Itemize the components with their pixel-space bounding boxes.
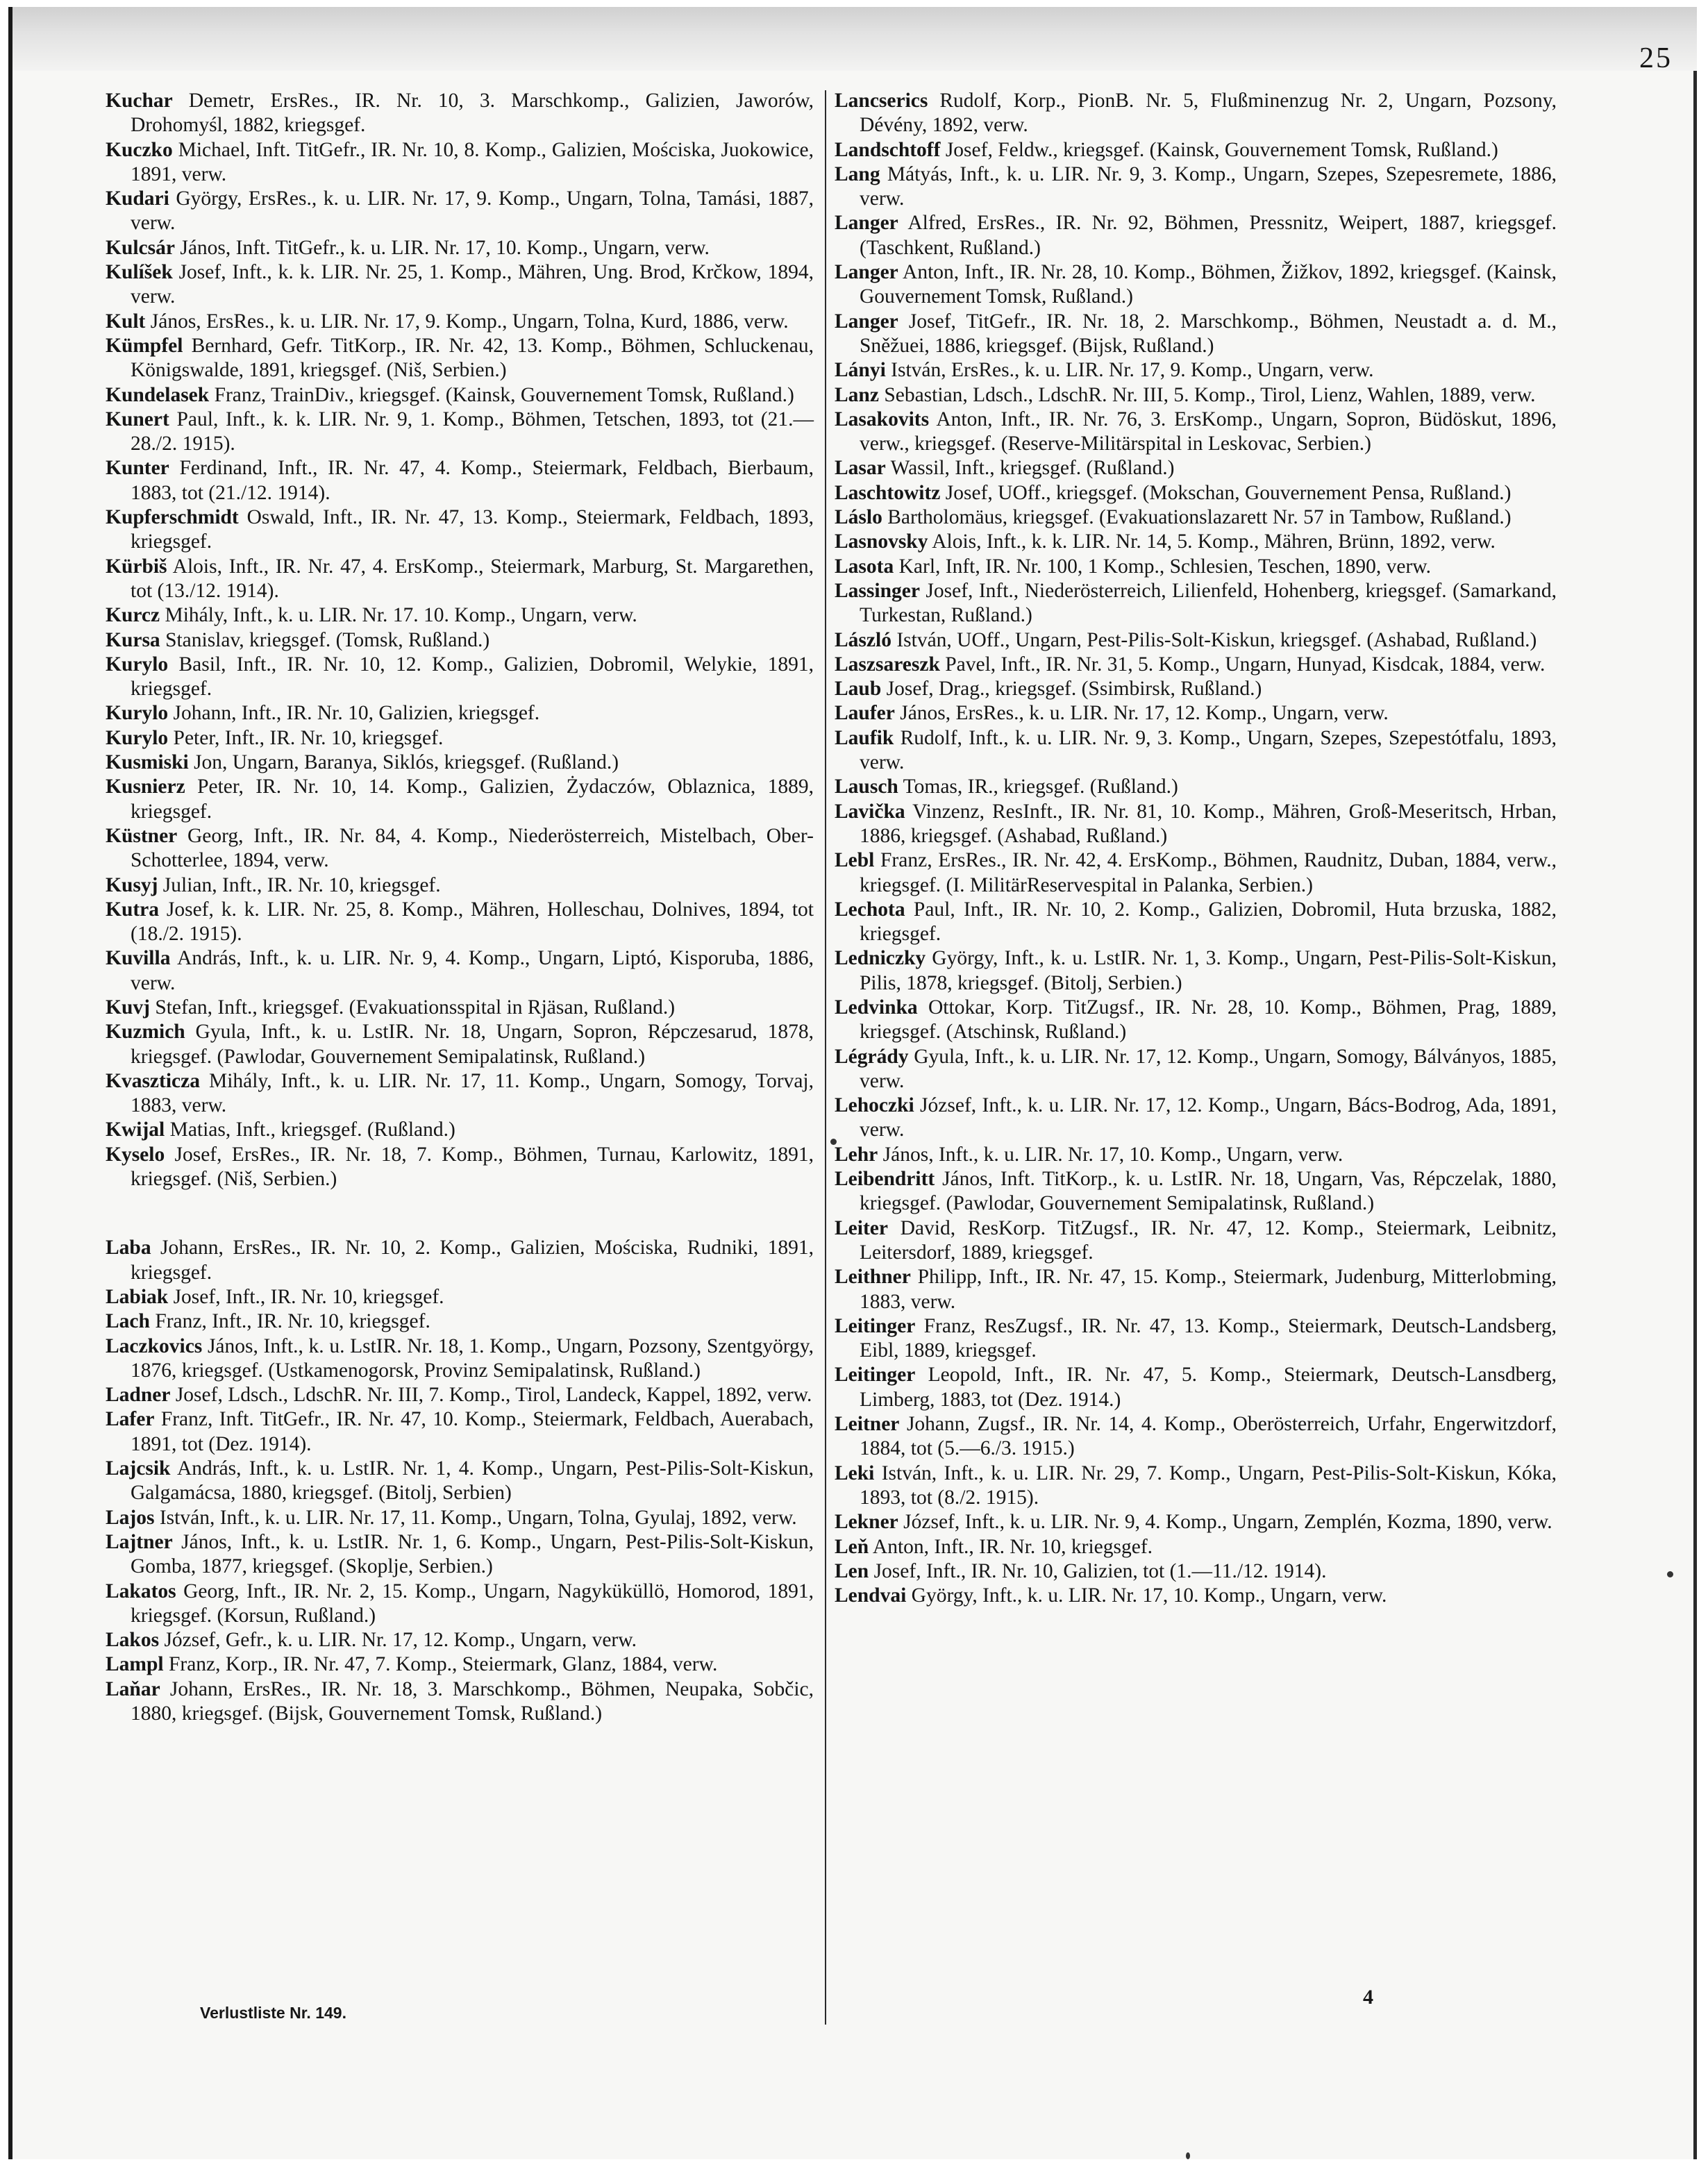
casualty-entry — [835, 848, 1557, 898]
surname: Kurylo — [106, 726, 169, 749]
surname: Leitinger — [835, 1314, 916, 1337]
casualty-entry — [106, 603, 814, 628]
entry-details: Karl, Inft, IR. Nr. 100, 1 Komp., Schlesien, Teschen, 1890, verw. — [894, 555, 1432, 578]
surname: Lausch — [835, 776, 898, 798]
casualty-entry — [835, 481, 1557, 505]
casualty-entry — [106, 726, 814, 751]
casualty-entry — [106, 1580, 814, 1629]
surname: Légrády — [835, 1045, 909, 1068]
entry-details: Wassil, Inft., kriegsgef. (Rußland.) — [885, 457, 1175, 480]
casualty-entry — [835, 555, 1557, 579]
surname: Kuzmich — [106, 1021, 185, 1044]
entry-details: Johann, Inft., IR. Nr. 10, Galizien, kriegsgef. — [168, 702, 540, 725]
surname: Lavička — [835, 800, 905, 823]
casualty-entry — [106, 1506, 814, 1530]
casualty-entry — [835, 1412, 1557, 1462]
surname: Lampl — [106, 1653, 164, 1676]
entry-details: Josef, Ldsch., LdschR. Nr. III, 7. Komp., Tirol, Landeck, Kappel, 1892, verw. — [170, 1384, 812, 1407]
surname: Kuchar — [106, 90, 173, 112]
entry-details: Mihály, Inft., k. u. LIR. Nr. 17, 11. Komp., Ungarn, Somogy, Torvaj, 1883, verw. — [131, 1069, 814, 1117]
entry-details: Josef, Inft., k. k. LIR. Nr. 25, 1. Komp., Mähren, Ung. Brod, Krčkow, 1894, verw. — [131, 261, 814, 308]
scan-shadow-band — [12, 7, 1697, 71]
casualty-entry — [106, 628, 814, 653]
entry-details: Franz, ResZugsf., IR. Nr. 47, 13. Komp., Steiermark, Deutsch-Landsberg, Eibl, 1889, kriegsgef. — [860, 1314, 1557, 1362]
entry-details: Pavel, Inft., IR. Nr. 31, 5. Komp., Ungarn, Hunyad, Kisdcak, 1884, verw. — [939, 653, 1546, 676]
casualty-entry — [106, 1020, 814, 1069]
casualty-entry — [106, 334, 814, 383]
casualty-entry — [835, 628, 1557, 653]
surname: Langer — [835, 261, 898, 284]
surname: Kursa — [106, 628, 160, 651]
entry-details: János, Inft. TitGefr., k. u. LIR. Nr. 17, 10. Komp., Ungarn, verw. — [174, 236, 710, 259]
entry-details: Alois, Inft., k. k. LIR. Nr. 14, 5. Komp., Mähren, Brünn, 1892, verw. — [928, 530, 1496, 553]
casualty-entry — [106, 187, 814, 236]
entry-details: Ottokar, Korp. TitZugsf., IR. Nr. 28, 10. Komp., Böhmen, Prag, 1889, kriegsgef. (Atschinsk, Rußland.) — [860, 996, 1557, 1044]
surname: Lehoczki — [835, 1094, 914, 1117]
entry-details: Stefan, Inft., kriegsgef. (Evakuationsspital in Rjäsan, Rußland.) — [149, 996, 676, 1019]
casualty-entry — [835, 653, 1557, 677]
surname: Kusnierz — [106, 776, 185, 798]
casualty-entry — [106, 775, 814, 824]
entry-details: Vinzenz, ResInft., IR. Nr. 81, 10. Komp., Mähren, Groß-Meseritsch, Hrban, 1886, kriegsgef. (Ashabad, Rußland.) — [860, 800, 1557, 847]
casualty-entry — [835, 456, 1557, 480]
casualty-entry — [835, 1143, 1557, 1167]
entry-details: Philipp, Inft., IR. Nr. 47, 15. Komp., Steiermark, Judenburg, Mitterlobming, 1883, verw. — [860, 1266, 1557, 1313]
casualty-entry — [106, 996, 814, 1020]
surname: Laschtowitz — [835, 481, 941, 504]
surname: Lancserics — [835, 90, 928, 112]
casualty-entry — [835, 1559, 1557, 1584]
entry-details: János, Inft., k. u. LIR. Nr. 17, 10. Komp., Ungarn, verw. — [878, 1143, 1343, 1166]
entry-details: Tomas, IR., kriegsgef. (Rußland.) — [898, 776, 1178, 798]
entry-details: Josef, UOff., kriegsgef. (Mokschan, Gouvernement Pensa, Rußland.) — [940, 481, 1512, 504]
casualty-entry — [835, 260, 1557, 310]
casualty-entry — [106, 1143, 814, 1192]
casualty-entry — [835, 89, 1557, 138]
entry-details: Bartholomäus, kriegsgef. (Evakuationslazarett Nr. 57 in Tambow, Rußland.) — [882, 506, 1512, 529]
surname: Landschtoff — [835, 138, 941, 161]
entry-details: András, Inft., k. u. LIR. Nr. 9, 4. Komp., Ungarn, Liptó, Kisporuba, 1886, verw. — [131, 947, 814, 994]
casualty-entry — [106, 1383, 814, 1407]
casualty-entry — [835, 1314, 1557, 1364]
surname: Kulíšek — [106, 261, 173, 284]
casualty-entry — [106, 1334, 814, 1384]
casualty-entry — [835, 1363, 1557, 1412]
casualty-entry — [835, 162, 1557, 212]
surname: Küstner — [106, 824, 178, 847]
entry-details: Josef, Inft., IR. Nr. 10, kriegsgef. — [168, 1285, 444, 1308]
entry-details: Josef, k. k. LIR. Nr. 25, 8. Komp., Mähren, Holleschau, Dolnives, 1894, tot (18./2. 1915). — [131, 898, 814, 946]
entry-details: István, Inft., k. u. LIR. Nr. 17, 11. Komp., Ungarn, Tolna, Gyulaj, 1892, verw. — [154, 1506, 797, 1529]
casualty-entry — [106, 873, 814, 898]
casualty-entry — [835, 701, 1557, 726]
entry-details: Franz, ErsRes., IR. Nr. 42, 4. ErsKomp., Böhmen, Raudnitz, Duban, 1884, verw., kriegsgef. (I. MilitärReservespital in Palanka, Serbien.) — [860, 849, 1557, 896]
entry-details: Julian, Inft., IR. Nr. 10, kriegsgef. — [158, 873, 441, 896]
entry-details: Jon, Ungarn, Baranya, Siklós, kriegsgef. (Rußland.) — [188, 751, 619, 774]
entry-details: Paul, Inft., IR. Nr. 10, 2. Komp., Galizien, Dobromil, Huta brzuska, 1882, kriegsgef. — [860, 898, 1557, 946]
casualty-entry — [106, 456, 814, 505]
casualty-entry — [106, 505, 814, 555]
surname: Lang — [835, 162, 880, 185]
casualty-entry — [835, 1510, 1557, 1534]
entry-details: József, Gefr., k. u. LIR. Nr. 17, 12. Komp., Ungarn, verw. — [159, 1629, 637, 1652]
casualty-entry — [106, 1285, 814, 1309]
left-column — [106, 89, 814, 1726]
entry-details: István, ErsRes., k. u. LIR. Nr. 17, 9. Komp., Ungarn, verw. — [885, 359, 1374, 382]
document-page — [8, 7, 1697, 2159]
surname: Kurylo — [106, 702, 169, 725]
surname: Langer — [835, 310, 898, 333]
casualty-entry — [106, 138, 814, 187]
ink-speck — [1186, 2152, 1190, 2159]
entry-details: Georg, Inft., IR. Nr. 84, 4. Komp., Niederösterreich, Mistelbach, Ober-Schotterlee, 1894, verw. — [131, 824, 814, 872]
entry-details: Josef, TitGefr., IR. Nr. 18, 2. Marschkomp., Böhmen, Neustadt a. d. M., Sněžuei, 1886, kriegsgef. (Bijsk, Rußland.) — [860, 310, 1557, 357]
casualty-entry — [106, 1407, 814, 1457]
surname: Lebl — [835, 849, 875, 872]
casualty-entry — [106, 89, 814, 138]
entry-details: Stanislav, kriegsgef. (Tomsk, Rußland.) — [160, 628, 490, 651]
surname: Kürbiš — [106, 555, 167, 578]
surname: Kult — [106, 310, 146, 333]
entry-details: Alois, Inft., IR. Nr. 47, 4. ErsKomp., Steiermark, Marburg, St. Margarethen, tot (13./12. 1914). — [131, 555, 814, 602]
entry-details: Sebastian, Ldsch., LdschR. Nr. III, 5. Komp., Tirol, Lienz, Wahlen, 1889, verw. — [878, 383, 1536, 406]
surname: Kundelasek — [106, 383, 210, 406]
entry-details: Alfred, ErsRes., IR. Nr. 92, Böhmen, Pressnitz, Weipert, 1887, kriegsgef. (Taschkent, Rußland.) — [860, 212, 1557, 259]
casualty-entry — [835, 1584, 1557, 1608]
surname: Lanz — [835, 383, 879, 406]
entry-details: Michael, Inft. TitGefr., IR. Nr. 10, 8. Komp., Galizien, Mościska, Juokowice, 1891, verw. — [131, 138, 814, 185]
entry-details: Franz, Inft. TitGefr., IR. Nr. 47, 10. Komp., Steiermark, Feldbach, Auerabach, 1891, tot (Dez. 1914). — [131, 1408, 814, 1455]
footer-list-number: Verlustliste Nr. 149. — [200, 2004, 346, 2022]
surname: Lasota — [835, 555, 894, 578]
surname: Kuvilla — [106, 947, 171, 970]
casualty-entry — [835, 726, 1557, 776]
casualty-entry — [835, 996, 1557, 1045]
surname: Kvaszticza — [106, 1069, 200, 1092]
entry-details: János, ErsRes., k. u. LIR. Nr. 17, 9. Komp., Ungarn, Tolna, Kurd, 1886, verw. — [145, 310, 789, 333]
casualty-entry — [106, 1628, 814, 1652]
entry-details: Anton, Inft., IR. Nr. 10, kriegsgef. — [869, 1535, 1153, 1558]
surname: Ladner — [106, 1384, 171, 1407]
surname: Kunert — [106, 408, 169, 430]
entry-details: Johann, ErsRes., IR. Nr. 10, 2. Komp., Galizien, Mościska, Rudniki, 1891, kriegsgef. — [131, 1237, 814, 1284]
entry-details: David, ResKorp. TitZugsf., IR. Nr. 47, 12. Komp., Steiermark, Leibnitz, Leitersdorf, 1889, kriegsgef. — [860, 1216, 1557, 1264]
surname: Kunter — [106, 457, 169, 480]
surname: Kupferschmidt — [106, 506, 239, 529]
entry-details: Bernhard, Gefr. TitKorp., IR. Nr. 42, 13. Komp., Böhmen, Schluckenau, Königswalde, 1891, kriegsgef. (Niš, Serbien.) — [131, 334, 814, 382]
casualty-entry — [106, 751, 814, 775]
casualty-entry — [835, 358, 1557, 383]
casualty-entry — [106, 408, 814, 457]
casualty-entry — [106, 1118, 814, 1142]
entry-details: István, UOff., Ungarn, Pest-Pilis-Solt-Kiskun, kriegsgef. (Ashabad, Rußland.) — [891, 628, 1537, 651]
casualty-entry — [106, 1677, 814, 1727]
casualty-entry — [106, 1236, 814, 1285]
casualty-entry — [835, 1265, 1557, 1314]
surname: Lajos — [106, 1506, 155, 1529]
casualty-entry — [106, 946, 814, 996]
entry-details: Josef, Feldw., kriegsgef. (Kainsk, Gouvernement Tomsk, Rußland.) — [940, 138, 1498, 161]
surname: Lechota — [835, 898, 905, 921]
surname: Leibendritt — [835, 1168, 935, 1191]
surname: Langer — [835, 212, 898, 235]
casualty-entry — [835, 775, 1557, 799]
entry-details: Gyula, Inft., k. u. LIR. Nr. 17, 12. Komp., Ungarn, Somogy, Bálványos, 1885, verw. — [860, 1045, 1557, 1092]
entry-details: József, Inft., k. u. LIR. Nr. 9, 4. Komp., Ungarn, Zemplén, Kozma, 1890, verw. — [898, 1511, 1552, 1534]
casualty-entry — [835, 898, 1557, 947]
casualty-entry — [106, 1069, 814, 1119]
casualty-entry — [835, 310, 1557, 359]
casualty-entry — [835, 505, 1557, 530]
surname: László — [835, 628, 891, 651]
casualty-entry — [106, 236, 814, 260]
surname: Laub — [835, 678, 882, 701]
entry-details: Peter, Inft., IR. Nr. 10, kriegsgef. — [168, 726, 444, 749]
entry-details: József, Inft., k. u. LIR. Nr. 17, 12. Komp., Ungarn, Bács-Bodrog, Ada, 1891, verw. — [860, 1094, 1557, 1141]
surname: Ledniczky — [835, 947, 926, 970]
surname: Lajcsik — [106, 1457, 171, 1480]
casualty-entry — [106, 824, 814, 873]
surname: Kuvj — [106, 996, 150, 1019]
casualty-entry — [106, 383, 814, 408]
entry-details: Georg, Inft., IR. Nr. 2, 15. Komp., Ungarn, Nagyküküllö, Homorod, 1891, kriegsgef. (Korsun, Rußland.) — [131, 1580, 814, 1627]
casualty-entry — [835, 1094, 1557, 1143]
surname: Lakos — [106, 1629, 160, 1652]
casualty-entry — [106, 310, 814, 334]
casualty-entry — [106, 1457, 814, 1506]
entry-details: Mihály, Inft., k. u. LIR. Nr. 17. 10. Komp., Ungarn, verw. — [160, 604, 637, 627]
surname: Leiter — [835, 1216, 888, 1239]
casualty-entry — [835, 408, 1557, 457]
surname: Lasar — [835, 457, 886, 480]
surname: Kusmiski — [106, 751, 189, 774]
surname: Kyselo — [106, 1143, 165, 1166]
entry-details: István, Inft., k. u. LIR. Nr. 29, 7. Komp., Ungarn, Pest-Pilis-Solt-Kiskun, Kóka, 1893, tot (8./2. 1915). — [860, 1462, 1557, 1509]
surname: Kümpfel — [106, 334, 183, 357]
surname: Leki — [835, 1462, 875, 1484]
surname: Kurylo — [106, 653, 169, 676]
casualty-entry — [835, 800, 1557, 849]
footer-sheet-number: 4 — [1363, 1986, 1373, 2009]
surname: Len — [835, 1559, 869, 1582]
surname: Ledvinka — [835, 996, 918, 1019]
entry-details: Johann, Zugsf., IR. Nr. 14, 4. Komp., Oberösterreich, Urfahr, Engerwitzdorf, 1884, tot (5.—6./3. 1915.) — [860, 1413, 1557, 1460]
surname: Laszsareszk — [835, 653, 940, 676]
surname: Lassinger — [835, 579, 920, 602]
surname: Kulcsár — [106, 236, 175, 259]
surname: Lasakovits — [835, 408, 930, 430]
surname: Láslo — [835, 506, 882, 529]
entry-details: Oswald, Inft., IR. Nr. 47, 13. Komp., Steiermark, Feldbach, 1893, kriegsgef. — [131, 506, 814, 553]
casualty-entry — [835, 1462, 1557, 1511]
surname: Leithner — [835, 1266, 911, 1289]
entry-details: András, Inft., k. u. LstIR. Nr. 1, 4. Komp., Ungarn, Pest-Pilis-Solt-Kiskun, Galgamácsa, 1880, kriegsgef. (Bitolj, Serbien) — [131, 1457, 814, 1505]
right-column — [835, 89, 1557, 1608]
casualty-entry — [835, 530, 1557, 554]
casualty-entry — [835, 677, 1557, 701]
entry-details: Mátyás, Inft., k. u. LIR. Nr. 9, 3. Komp., Ungarn, Szepes, Szepesremete, 1886, verw. — [860, 162, 1557, 210]
entry-details: Anton, Inft., IR. Nr. 76, 3. ErsKomp., Ungarn, Sopron, Büdöskut, 1896, verw., kriegsgef. (Reserve-Militärspital in Leskovac, Serbien.) — [860, 408, 1557, 455]
entry-details: Josef, ErsRes., IR. Nr. 18, 7. Komp., Böhmen, Turnau, Karlowitz, 1891, kriegsgef. (Niš, Serbien.) — [131, 1143, 814, 1191]
entry-details: Ferdinand, Inft., IR. Nr. 47, 4. Komp., Steiermark, Feldbach, Bierbaum, 1883, tot (21./12. 1914). — [131, 457, 814, 504]
page-number: 25 — [1639, 42, 1673, 74]
entry-details: János, Inft., k. u. LstIR. Nr. 1, 6. Komp., Ungarn, Pest-Pilis-Solt-Kiskun, Gomba, 1877, kriegsgef. (Skoplje, Serbien.) — [131, 1530, 814, 1578]
surname: Kwijal — [106, 1119, 165, 1141]
surname: Leitinger — [835, 1364, 916, 1387]
surname: Laczkovics — [106, 1334, 203, 1357]
surname: Lányi — [835, 359, 886, 382]
casualty-entry — [106, 1652, 814, 1677]
casualty-entry — [106, 653, 814, 702]
entry-details: Demetr, ErsRes., IR. Nr. 10, 3. Marschkomp., Galizien, Jaworów, Drohomyśl, 1882, kriegsgef. — [131, 90, 814, 137]
surname: Lafer — [106, 1408, 155, 1431]
casualty-entry — [835, 1535, 1557, 1559]
ink-speck — [1667, 1571, 1673, 1577]
entry-details: János, ErsRes., k. u. LIR. Nr. 17, 12. Komp., Ungarn, verw. — [894, 702, 1389, 725]
entry-details: Franz, TrainDiv., kriegsgef. (Kainsk, Gouvernement Tomsk, Rußland.) — [209, 383, 794, 406]
casualty-entry — [106, 898, 814, 947]
surname: Laňar — [106, 1677, 160, 1700]
casualty-entry — [835, 1045, 1557, 1094]
casualty-entry — [835, 1167, 1557, 1216]
surname: Kurcz — [106, 604, 160, 627]
casualty-entry — [106, 1309, 814, 1334]
surname: Laufer — [835, 702, 895, 725]
casualty-entry — [106, 555, 814, 604]
surname: Kutra — [106, 898, 160, 921]
surname: Laufik — [835, 726, 894, 749]
ink-speck — [830, 1139, 837, 1145]
entry-details: János, Inft. TitKorp., k. u. LstIR. Nr. 18, Ungarn, Vas, Répczelak, 1880, kriegsgef. (Pawlodar, Gouvernement Semipalatinsk, Rußland.) — [860, 1168, 1557, 1215]
entry-details: Johann, ErsRes., IR. Nr. 18, 3. Marschkomp., Böhmen, Neupaka, Sobčic, 1880, kriegsgef. (Bijsk, Gouvernement Tomsk, Rußland.) — [131, 1677, 814, 1725]
entry-details: Paul, Inft., k. k. LIR. Nr. 9, 1. Komp., Böhmen, Tetschen, 1893, tot (21.—28./2. 1915). — [131, 408, 814, 455]
entry-details: Josef, Inft., Niederösterreich, Lilienfeld, Hohenberg, kriegsgef. (Samarkand, Turkestan, Rußland.) — [860, 579, 1557, 627]
column-divider — [825, 90, 826, 2025]
surname: Kuczko — [106, 138, 173, 161]
surname: Lehr — [835, 1143, 878, 1166]
surname: Kudari — [106, 187, 169, 210]
surname: Labiak — [106, 1285, 169, 1308]
surname: Kusyj — [106, 873, 158, 896]
surname: Lendvai — [835, 1584, 907, 1607]
entry-details: Franz, Korp., IR. Nr. 47, 7. Komp., Steiermark, Glanz, 1884, verw. — [163, 1653, 718, 1676]
casualty-entry — [106, 260, 814, 310]
entry-details: Josef, Inft., IR. Nr. 10, Galizien, tot (1.—11./12. 1914). — [869, 1559, 1327, 1582]
surname: Laba — [106, 1237, 151, 1259]
section-gap — [106, 1191, 814, 1236]
entry-details: György, ErsRes., k. u. LIR. Nr. 17, 9. Komp., Ungarn, Tolna, Tamási, 1887, verw. — [131, 187, 814, 235]
entry-details: János, Inft., k. u. LstIR. Nr. 18, 1. Komp., Ungarn, Pozsony, Szentgyörgy, 1876, kriegsgef. (Ustkamenogorsk, Provinz Semipalatinsk, Rußland.) — [131, 1334, 814, 1382]
casualty-entry — [835, 211, 1557, 260]
surname: Leitner — [835, 1413, 900, 1436]
casualty-entry — [106, 1530, 814, 1580]
entry-details: György, Inft., k. u. LIR. Nr. 17, 10. Komp., Ungarn, verw. — [906, 1584, 1387, 1607]
entry-details: György, Inft., k. u. LstIR. Nr. 1, 3. Komp., Ungarn, Pest-Pilis-Solt-Kiskun, Pilis, 1878, kriegsgef. (Bitolj, Serbien.) — [860, 947, 1557, 994]
entry-details: Rudolf, Inft., k. u. LIR. Nr. 9, 3. Komp., Ungarn, Szepes, Szepestótfalu, 1893, verw. — [860, 726, 1557, 774]
surname: Lasnovsky — [835, 530, 928, 553]
entry-details: Anton, Inft., IR. Nr. 28, 10. Komp., Böhmen, Žižkov, 1892, kriegsgef. (Kainsk, Gouvernement Tomsk, Rußland.) — [860, 261, 1557, 308]
entry-details: Franz, Inft., IR. Nr. 10, kriegsgef. — [149, 1310, 430, 1333]
casualty-entry — [835, 383, 1557, 408]
entry-details: Josef, Drag., kriegsgef. (Ssimbirsk, Rußland.) — [881, 678, 1262, 701]
entry-details: Leopold, Inft., IR. Nr. 47, 5. Komp., Steiermark, Deutsch-Lansdberg, Limberg, 1883, tot (Dez. 1914.) — [860, 1364, 1557, 1411]
surname: Lajtner — [106, 1530, 173, 1553]
entry-details: Rudolf, Korp., PionB. Nr. 5, Flußminenzug Nr. 2, Ungarn, Pozsony, Dévény, 1892, verw. — [860, 90, 1557, 137]
surname: Leň — [835, 1535, 869, 1558]
casualty-entry — [835, 1216, 1557, 1266]
entry-details: Basil, Inft., IR. Nr. 10, 12. Komp., Galizien, Dobromil, Welykie, 1891, kriegsgef. — [131, 653, 814, 701]
casualty-entry — [835, 946, 1557, 996]
casualty-entry — [835, 138, 1557, 162]
entry-details: Peter, IR. Nr. 10, 14. Komp., Galizien, Żydaczów, Oblaznica, 1889, kriegsgef. — [131, 776, 814, 823]
casualty-entry — [835, 579, 1557, 628]
entry-details: Matias, Inft., kriegsgef. (Rußland.) — [165, 1119, 455, 1141]
casualty-entry — [106, 701, 814, 726]
entry-details: Gyula, Inft., k. u. LstIR. Nr. 18, Ungarn, Sopron, Répczesarud, 1878, kriegsgef. (Pawlodar, Gouvernement Semipalatinsk, Rußland.) — [131, 1021, 814, 1068]
surname: Lekner — [835, 1511, 898, 1534]
surname: Lach — [106, 1310, 150, 1333]
surname: Lakatos — [106, 1580, 176, 1602]
